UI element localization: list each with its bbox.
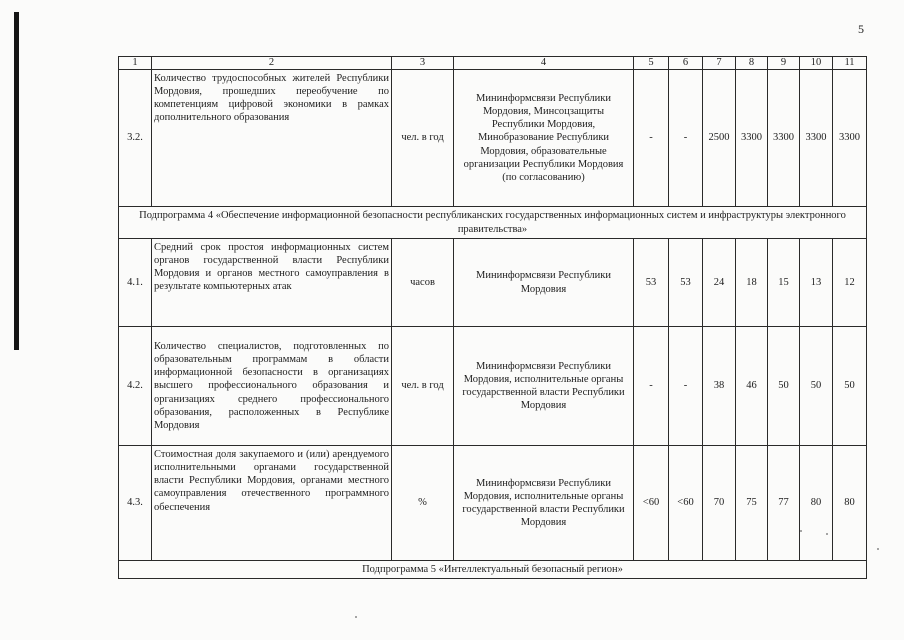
indicator-name: Средний срок простоя информационных систем органов государственной власти Республики Мордовия и органов местного самоуправления в результате компьютерных атак xyxy=(152,239,392,327)
subprogram-4-row xyxy=(119,207,867,239)
value-cell: 50 xyxy=(800,327,833,446)
value-cell: 3300 xyxy=(800,70,833,207)
column-number: 5 xyxy=(634,57,669,70)
unit-cell: часов xyxy=(392,239,454,327)
table-row-4-2 xyxy=(119,327,867,446)
table-row-4-3 xyxy=(119,446,867,561)
value-cell: - xyxy=(669,70,703,207)
scan-speck xyxy=(877,548,879,550)
value-cell: <60 xyxy=(634,446,669,561)
executor-cell: Мининформсвязи Республики Мордовия xyxy=(454,239,634,327)
column-numbers-row xyxy=(119,57,867,70)
row-number: 4.2. xyxy=(119,327,152,446)
value-cell: 53 xyxy=(634,239,669,327)
value-cell: 3300 xyxy=(736,70,768,207)
value-cell: 75 xyxy=(736,446,768,561)
indicator-name: Стоимостная доля закупаемого и (или) арендуемого исполнительными органами государственной власти Республики Мордовия, органами местного самоуправления отечественного программного обеспечения xyxy=(152,446,392,561)
row-number: 4.1. xyxy=(119,239,152,327)
value-cell: 80 xyxy=(800,446,833,561)
column-number: 11 xyxy=(833,57,867,70)
subprogram-4-title: Подпрограмма 4 «Обеспечение информационной безопасности республиканских государственных информационных систем и инфраструктуры электронного правительства» xyxy=(119,207,867,239)
scan-speck xyxy=(800,530,802,532)
value-cell: 24 xyxy=(703,239,736,327)
scan-speck xyxy=(355,616,357,618)
table-row-3-2 xyxy=(119,70,867,207)
column-number: 1 xyxy=(119,57,152,70)
column-number: 2 xyxy=(152,57,392,70)
value-cell: <60 xyxy=(669,446,703,561)
executor-cell: Мининформсвязи Республики Мордовия, Минсоцзащиты Республики Мордовия, Минобразование Республики Мордовия, образовательные организации Республики Мордовия (по согласованию) xyxy=(454,70,634,207)
unit-cell: чел. в год xyxy=(392,70,454,207)
scan-speck xyxy=(826,533,828,535)
table-row-4-1 xyxy=(119,239,867,327)
value-cell: 46 xyxy=(736,327,768,446)
unit-cell: % xyxy=(392,446,454,561)
indicator-name: Количество специалистов, подготовленных по образовательным программам в области информационной безопасности в организациях высшего профессионального образования и организациях среднего профессионального образования, расположенных в Республике Мордовия xyxy=(152,327,392,446)
page-number: 5 xyxy=(858,22,864,36)
value-cell: - xyxy=(634,327,669,446)
executor-cell: Мининформсвязи Республики Мордовия, исполнительные органы государственной власти Республики Мордовия xyxy=(454,327,634,446)
column-number: 7 xyxy=(703,57,736,70)
value-cell: 53 xyxy=(669,239,703,327)
value-cell: 50 xyxy=(833,327,867,446)
column-number: 9 xyxy=(768,57,800,70)
column-number: 8 xyxy=(736,57,768,70)
value-cell: 13 xyxy=(800,239,833,327)
subprogram-5-row xyxy=(119,561,867,579)
value-cell: 15 xyxy=(768,239,800,327)
column-number: 4 xyxy=(454,57,634,70)
executor-cell: Мининформсвязи Республики Мордовия, исполнительные органы государственной власти Республики Мордовия xyxy=(454,446,634,561)
value-cell: 80 xyxy=(833,446,867,561)
indicator-name: Количество трудоспособных жителей Республики Мордовия, прошедших переобучение по компетенциям цифровой экономики в рамках дополнительного образования xyxy=(152,70,392,207)
value-cell: 50 xyxy=(768,327,800,446)
value-cell: 70 xyxy=(703,446,736,561)
value-cell: 18 xyxy=(736,239,768,327)
row-number: 4.3. xyxy=(119,446,152,561)
value-cell: 38 xyxy=(703,327,736,446)
column-number: 10 xyxy=(800,57,833,70)
value-cell: - xyxy=(669,327,703,446)
column-number: 3 xyxy=(392,57,454,70)
row-number: 3.2. xyxy=(119,70,152,207)
value-cell: 3300 xyxy=(833,70,867,207)
scan-margin-bar xyxy=(14,12,19,350)
value-cell: 3300 xyxy=(768,70,800,207)
unit-cell: чел. в год xyxy=(392,327,454,446)
value-cell: - xyxy=(634,70,669,207)
value-cell: 2500 xyxy=(703,70,736,207)
subprogram-5-title: Подпрограмма 5 «Интеллектуальный безопасный регион» xyxy=(119,561,867,579)
value-cell: 12 xyxy=(833,239,867,327)
value-cell: 77 xyxy=(768,446,800,561)
column-number: 6 xyxy=(669,57,703,70)
indicators-table xyxy=(118,56,867,579)
